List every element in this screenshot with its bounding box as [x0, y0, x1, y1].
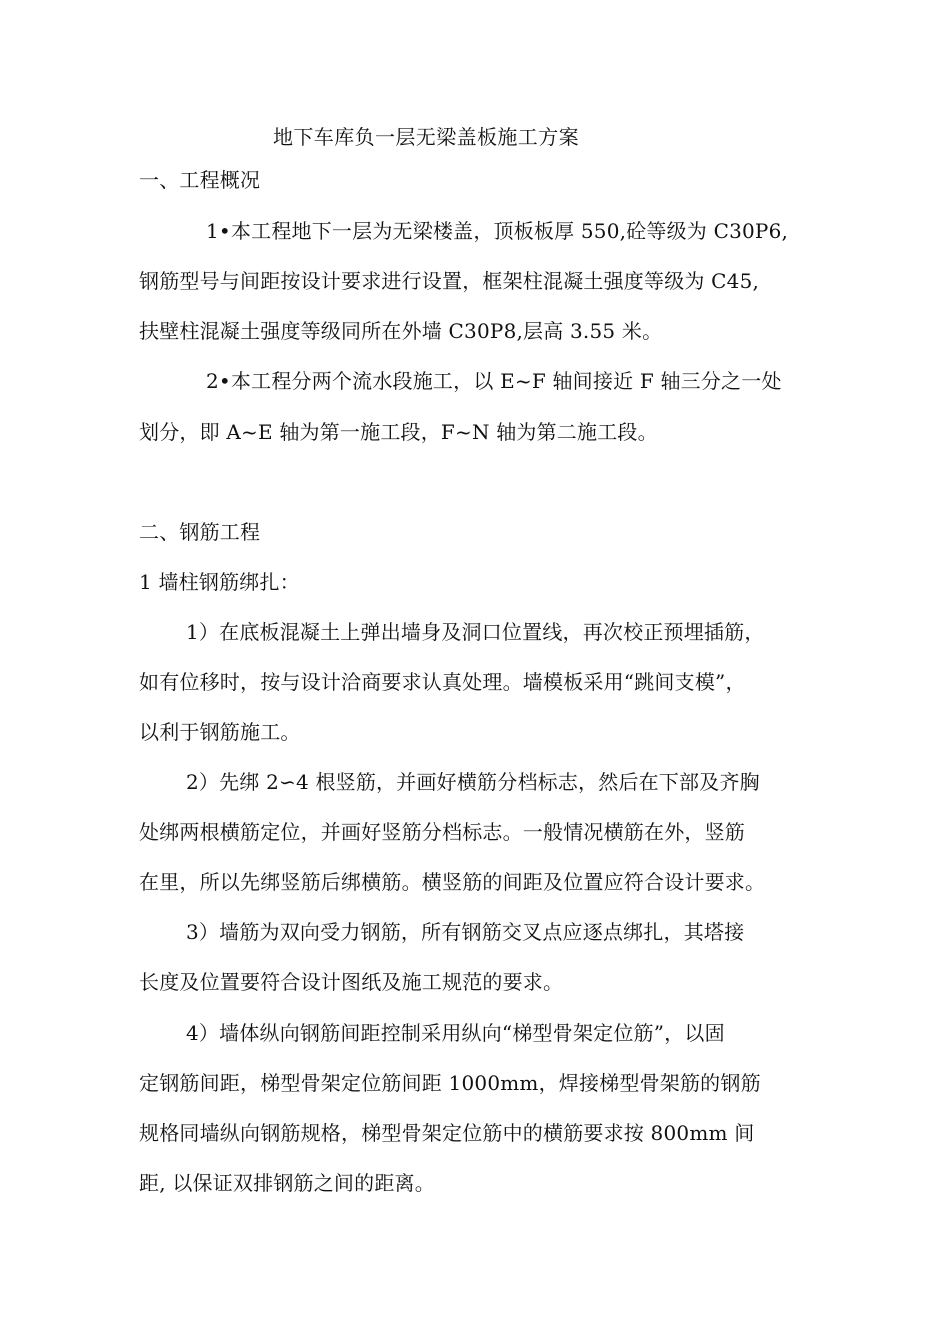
list-item-line: 长度及位置要符合设计图纸及施工规范的要求。 — [139, 970, 564, 994]
paragraph-line: 扶壁柱混凝土强度等级同所在外墙 C30P8,层高 3.55 米。 — [139, 319, 663, 343]
list-item-line: 4）墙体纵向钢筋间距控制采用纵向“梯型骨架定位筋”，以固 — [186, 1021, 725, 1045]
subsection-heading: 1 墙柱钢筋绑扎： — [139, 570, 300, 594]
list-item-line: 距, 以保证双排钢筋之间的距离。 — [139, 1171, 435, 1195]
list-item-line: 如有位移时，按与设计洽商要求认真处理。墙模板采用“跳间支模”， — [139, 670, 746, 694]
list-item-line: 定钢筋间距，梯型骨架定位筋间距 1000mm，焊接梯型骨架筋的钢筋 — [139, 1071, 761, 1095]
section-heading-rebar: 二、钢筋工程 — [139, 520, 261, 544]
paragraph-line: 2•本工程分两个流水段施工，以 E~F 轴间接近 F 轴三分之一处 — [206, 369, 782, 393]
document-title: 地下车库负一层无梁盖板施工方案 — [273, 125, 579, 149]
paragraph-line: 钢筋型号与间距按设计要求进行设置，框架柱混凝土强度等级为 C45, — [139, 269, 760, 293]
list-item-line: 3）墙筋为双向受力钢筋，所有钢筋交叉点应逐点绑扎，其塔接 — [186, 920, 745, 944]
list-item-line: 处绑两根横筋定位，并画好竖筋分档标志。一般情况横筋在外，竖筋 — [139, 820, 745, 844]
list-item-line: 以利于钢筋施工。 — [139, 720, 301, 744]
list-item-line: 2）先绑 2∽4 根竖筋，并画好横筋分档标志，然后在下部及齐胸 — [186, 770, 760, 794]
section-heading-overview: 一、工程概况 — [139, 168, 261, 192]
list-item-line: 在里，所以先绑竖筋后绑横筋。横竖筋的间距及位置应符合设计要求。 — [139, 870, 766, 894]
list-item-line: 规格同墙纵向钢筋规格，梯型骨架定位筋中的横筋要求按 800mm 间 — [139, 1121, 755, 1145]
paragraph-line: 划分，即 A~E 轴为第一施工段，F~N 轴为第二施工段。 — [139, 420, 658, 444]
paragraph-line: 1•本工程地下一层为无梁楼盖，顶板板厚 550,砼等级为 C30P6, — [206, 219, 789, 243]
list-item-line: 1）在底板混凝土上弹出墙身及洞口位置线，再次校正预埋插筋， — [186, 620, 765, 644]
